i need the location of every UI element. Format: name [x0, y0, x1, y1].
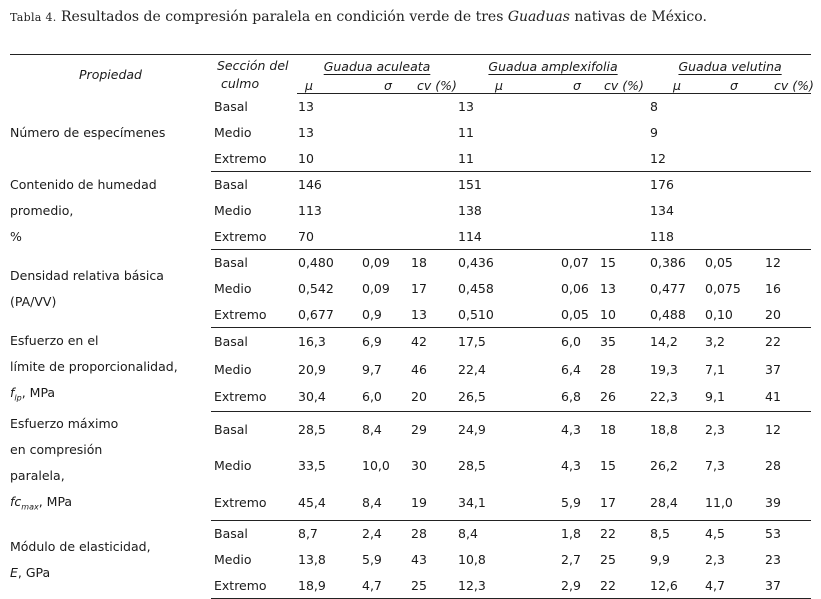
value-cell: 11 [457, 146, 555, 172]
value-cell: 9 [650, 125, 658, 140]
property-line: paralela, [10, 468, 65, 483]
table-row [10, 250, 811, 276]
section-cell: Medio [214, 281, 252, 296]
propiedad-header: Propiedad [79, 66, 142, 82]
value-cell [705, 146, 759, 172]
value-cell [759, 172, 811, 198]
stat-mu-header: µ [649, 77, 705, 94]
value-cell [555, 224, 595, 250]
value-cell: 146 [298, 177, 322, 193]
stat-sigma-header: σ [555, 77, 595, 94]
section-cell: Medio [214, 361, 252, 377]
section-cell: Extremo [211, 224, 297, 250]
stat-cv-header: cv (%) [759, 77, 811, 94]
value-cell: 18,9 [297, 573, 358, 599]
symbol-unit: , MPa [38, 494, 73, 509]
section-cell: Medio [214, 203, 252, 218]
caption-italic: Guaduas [507, 9, 570, 25]
seccion-header [211, 55, 297, 94]
value-cell [595, 94, 649, 120]
value-cell: 0,9 [358, 302, 406, 328]
value-cell: 2,7 [561, 552, 581, 567]
value-cell: 0,075 [705, 281, 741, 296]
value-cell: 0,386 [650, 255, 686, 271]
value-cell: 8,7 [298, 526, 318, 542]
section-cell: Basal [214, 177, 248, 193]
value-cell: 42 [411, 334, 427, 350]
value-cell: 4,3 [561, 458, 581, 474]
property-cell [10, 94, 211, 172]
value-cell [595, 172, 649, 198]
property-line: Esfuerzo máximo [10, 416, 119, 431]
value-cell: 176 [650, 177, 674, 193]
value-cell: 13 [600, 281, 616, 296]
value-cell: 43 [411, 552, 427, 567]
value-cell [406, 224, 457, 250]
value-cell: 28 [411, 526, 427, 542]
value-cell: 29 [411, 422, 427, 437]
section-cell: Extremo [211, 484, 297, 521]
value-cell [358, 146, 406, 172]
value-cell: 13 [298, 99, 314, 115]
value-cell: 18,8 [650, 422, 678, 437]
value-cell: 2,9 [555, 573, 595, 599]
value-cell [555, 94, 595, 120]
value-cell: 0,458 [458, 281, 494, 296]
value-cell: 30 [411, 458, 427, 474]
value-cell: 12,3 [457, 573, 555, 599]
value-cell [759, 198, 811, 224]
value-cell: 2,3 [705, 552, 725, 567]
property-cell [10, 411, 211, 521]
value-cell: 0,436 [458, 255, 494, 271]
property-cell [10, 172, 211, 250]
value-cell: 118 [649, 224, 705, 250]
value-cell: 10,0 [362, 458, 390, 474]
value-cell [406, 94, 457, 120]
section-cell: Extremo [211, 302, 297, 328]
value-cell: 3,2 [705, 334, 725, 350]
value-cell [759, 94, 811, 120]
value-cell [406, 198, 457, 224]
value-cell: 35 [600, 334, 616, 350]
section-cell: Medio [214, 552, 252, 567]
value-cell: 11,0 [705, 484, 759, 521]
stat-mu-header: µ [297, 77, 358, 94]
value-cell: 24,9 [458, 422, 486, 437]
property-line: (PA/VV) [10, 293, 57, 309]
value-cell: 19 [406, 484, 457, 521]
stat-sigma-header: σ [358, 77, 406, 94]
value-cell: 8,4 [358, 484, 406, 521]
value-cell [358, 198, 406, 224]
value-cell: 20 [406, 383, 457, 411]
caption-prefix: Tabla 4. [10, 11, 57, 24]
value-cell: 70 [297, 224, 358, 250]
value-cell: 9,1 [705, 383, 759, 411]
value-cell [595, 224, 649, 250]
value-cell: 0,09 [362, 255, 390, 271]
value-cell: 134 [650, 203, 674, 218]
value-cell: 138 [458, 203, 482, 218]
value-cell [759, 120, 811, 146]
property-line: Esfuerzo en el [10, 332, 99, 348]
value-cell [406, 146, 457, 172]
value-cell [555, 120, 595, 146]
caption-text-after: nativas de México. [569, 9, 707, 25]
value-cell [705, 172, 759, 198]
value-cell: 10,8 [458, 552, 486, 567]
value-cell: 8,4 [362, 422, 382, 437]
value-cell: 113 [298, 203, 322, 218]
species-label: Guadua velutina [678, 58, 782, 74]
value-cell: 0,06 [561, 281, 589, 296]
property-cell [10, 328, 211, 412]
value-cell [759, 224, 811, 250]
value-cell [705, 120, 759, 146]
value-cell: 4,5 [705, 526, 725, 542]
species-header-velutina [649, 55, 811, 78]
table-row [10, 411, 811, 448]
value-cell: 6,9 [362, 334, 382, 350]
value-cell: 37 [759, 573, 811, 599]
value-cell: 6,0 [358, 383, 406, 411]
property-symbol [10, 565, 50, 580]
value-cell: 28,5 [298, 422, 326, 437]
value-cell: 11 [458, 125, 474, 140]
species-header-amplexifolia [457, 55, 649, 78]
symbol-base: fc [10, 494, 22, 509]
symbol-subscript: max [21, 502, 39, 512]
value-cell: 33,5 [298, 458, 326, 474]
symbol-base: E [10, 564, 18, 580]
value-cell: 114 [457, 224, 555, 250]
value-cell: 22 [600, 526, 616, 542]
value-cell: 25 [406, 573, 457, 599]
value-cell [759, 146, 811, 172]
value-cell: 12,6 [649, 573, 705, 599]
section-cell: Basal [214, 422, 248, 437]
section-cell: Extremo [211, 383, 297, 411]
value-cell: 16 [765, 281, 781, 296]
value-cell: 18 [600, 422, 616, 437]
value-cell: 7,3 [705, 458, 725, 474]
value-cell: 22 [765, 334, 781, 350]
value-cell: 151 [458, 177, 482, 193]
value-cell: 10 [595, 302, 649, 328]
value-cell: 20,9 [298, 361, 326, 377]
section-cell: Basal [214, 526, 248, 542]
value-cell: 13 [298, 125, 314, 140]
symbol-subscript: lp [14, 393, 22, 402]
value-cell: 4,7 [358, 573, 406, 599]
value-cell: 23 [765, 552, 781, 567]
value-cell: 1,8 [561, 526, 581, 542]
value-cell: 39 [759, 484, 811, 521]
value-cell: 26,5 [457, 383, 555, 411]
value-cell: 0,477 [650, 281, 686, 296]
value-cell: 0,510 [457, 302, 555, 328]
species-header-aculeata [297, 55, 457, 78]
value-cell: 17 [411, 281, 427, 296]
value-cell: 12 [649, 146, 705, 172]
value-cell: 22,3 [649, 383, 705, 411]
value-cell: 9,7 [362, 361, 382, 377]
value-cell: 46 [411, 361, 427, 377]
property-symbol [10, 385, 55, 400]
value-cell: 0,542 [298, 281, 334, 296]
value-cell [358, 94, 406, 120]
value-cell: 28 [600, 361, 616, 377]
value-cell: 41 [759, 383, 811, 411]
value-cell: 15 [600, 255, 616, 271]
property-line: Módulo de elasticidad, [10, 538, 151, 554]
results-table [10, 54, 814, 599]
section-cell: Medio [214, 458, 252, 474]
value-cell: 4,7 [705, 573, 759, 599]
section-cell: Extremo [211, 146, 297, 172]
value-cell: 5,9 [362, 552, 382, 567]
section-cell: Basal [214, 255, 248, 271]
value-cell: 12 [765, 422, 781, 437]
property-line: Número de especímenes [10, 124, 166, 140]
seccion-header-line1: Sección del [217, 58, 289, 73]
value-cell: 14,2 [650, 334, 678, 350]
stat-cv-header: cv (%) [406, 77, 457, 94]
value-cell: 26,2 [650, 458, 678, 474]
symbol-unit: , MPa [21, 384, 56, 400]
value-cell: 2,4 [362, 526, 382, 542]
value-cell: 6,8 [555, 383, 595, 411]
value-cell [406, 172, 457, 198]
value-cell [595, 120, 649, 146]
value-cell: 0,05 [705, 255, 733, 271]
value-cell: 45,4 [297, 484, 358, 521]
species-label: Guadua aculeata [323, 58, 431, 74]
symbol-unit: , GPa [17, 564, 51, 580]
property-line: en compresión [10, 442, 103, 457]
section-cell: Basal [214, 334, 248, 350]
stat-mu-header: µ [457, 77, 555, 94]
value-cell: 13 [458, 99, 474, 115]
value-cell: 18 [411, 255, 427, 271]
value-cell: 0,488 [649, 302, 705, 328]
value-cell [595, 146, 649, 172]
property-line: Densidad relativa básica [10, 267, 164, 283]
value-cell: 30,4 [297, 383, 358, 411]
value-cell [555, 146, 595, 172]
value-cell: 8,4 [458, 526, 478, 542]
value-cell: 13 [406, 302, 457, 328]
value-cell: 17,5 [458, 334, 486, 350]
value-cell: 0,09 [362, 281, 390, 296]
value-cell: 34,1 [457, 484, 555, 521]
value-cell: 0,480 [298, 255, 334, 271]
header-row-species [10, 55, 811, 78]
table-row [10, 172, 811, 198]
value-cell [555, 198, 595, 224]
section-cell: Basal [214, 99, 248, 114]
table-row [10, 94, 811, 120]
seccion-header-line2: culmo [221, 76, 260, 91]
value-cell: 8,5 [650, 526, 670, 542]
property-line: límite de proporcionalidad, [10, 358, 178, 374]
value-cell: 25 [600, 552, 616, 567]
value-cell: 0,10 [705, 302, 759, 328]
value-cell: 28,5 [458, 458, 486, 474]
property-cell [10, 250, 211, 328]
value-cell [705, 94, 759, 120]
value-cell: 20 [759, 302, 811, 328]
value-cell [358, 172, 406, 198]
value-cell: 10 [297, 146, 358, 172]
value-cell: 22,4 [458, 361, 486, 377]
table-row [10, 328, 811, 356]
value-cell [358, 224, 406, 250]
value-cell [358, 120, 406, 146]
value-cell: 28,4 [649, 484, 705, 521]
value-cell: 0,07 [561, 255, 589, 271]
value-cell: 15 [600, 458, 616, 474]
value-cell: 0,05 [555, 302, 595, 328]
property-symbol [10, 494, 73, 512]
table-row [10, 521, 811, 547]
value-cell [595, 198, 649, 224]
value-cell: 12 [765, 255, 781, 271]
value-cell: 8 [650, 99, 658, 115]
section-cell: Medio [214, 125, 252, 140]
property-line: % [10, 228, 22, 244]
section-cell: Extremo [211, 573, 297, 599]
value-cell: 9,9 [650, 552, 670, 567]
value-cell: 7,1 [705, 361, 725, 377]
property-line: Contenido de humedad [10, 176, 157, 192]
property-cell [10, 521, 211, 599]
species-label: Guadua amplexifolia [488, 58, 618, 74]
stat-cv-header: cv (%) [595, 77, 649, 94]
value-cell [705, 224, 759, 250]
value-cell: 16,3 [298, 334, 326, 350]
table-caption [10, 9, 707, 25]
table-body [10, 94, 811, 599]
symbol-base: f [10, 384, 15, 400]
value-cell: 53 [765, 526, 781, 542]
value-cell [705, 198, 759, 224]
value-cell [555, 172, 595, 198]
caption-text-before: Resultados de compresión paralela en condición verde de tres [56, 9, 508, 25]
value-cell: 13,8 [298, 552, 326, 567]
property-line: promedio, [10, 202, 74, 218]
value-cell: 6,0 [561, 334, 581, 350]
value-cell: 37 [765, 361, 781, 377]
value-cell: 6,4 [561, 361, 581, 377]
value-cell: 28 [765, 458, 781, 474]
stat-sigma-header: σ [705, 77, 759, 94]
value-cell: 2,3 [705, 422, 725, 437]
value-cell: 5,9 [555, 484, 595, 521]
value-cell: 4,3 [561, 422, 581, 437]
value-cell: 0,677 [297, 302, 358, 328]
value-cell: 26 [595, 383, 649, 411]
value-cell [406, 120, 457, 146]
value-cell: 17 [595, 484, 649, 521]
value-cell: 22 [595, 573, 649, 599]
value-cell: 19,3 [650, 361, 678, 377]
